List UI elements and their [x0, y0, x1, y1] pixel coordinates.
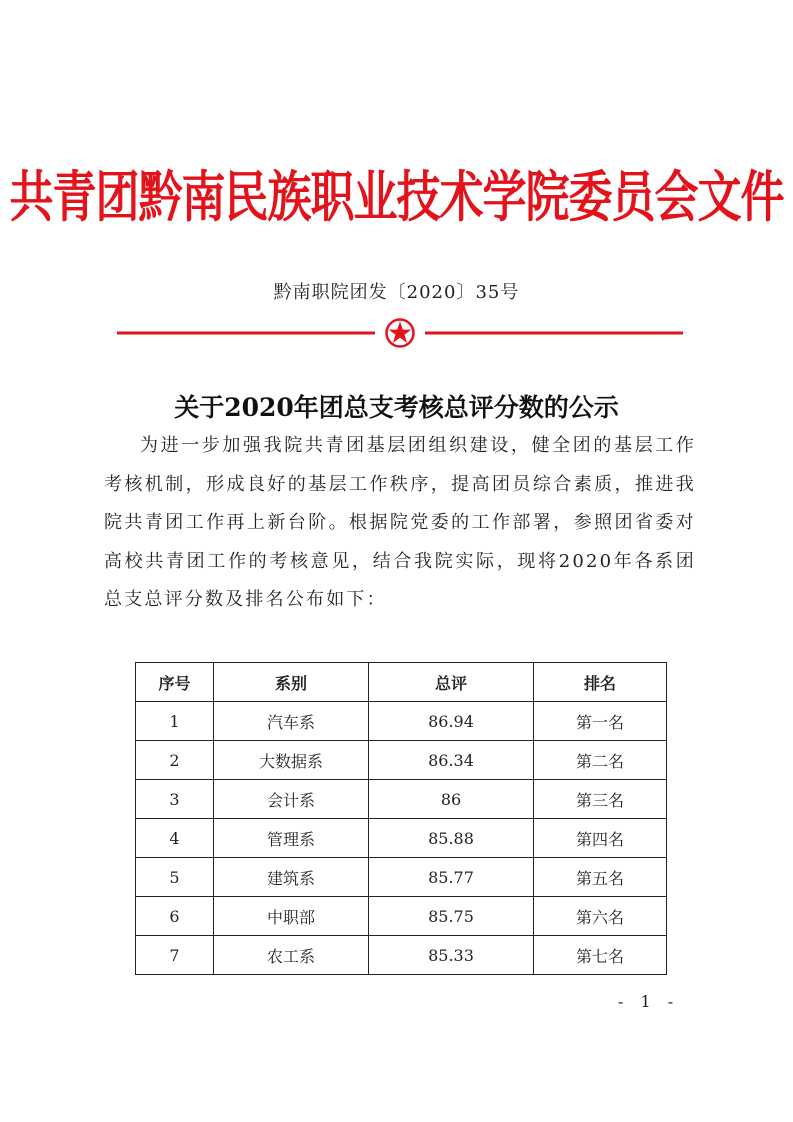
notice-title: 关于2020年团总支考核总评分数的公示 [174, 393, 619, 422]
cell-score: 86 [369, 780, 534, 819]
cell-rank: 第六名 [534, 897, 667, 936]
cell-score: 85.77 [369, 858, 534, 897]
column-header-score: 总评 [369, 663, 534, 702]
cell-department: 农工系 [214, 936, 369, 975]
cell-index: 6 [136, 897, 214, 936]
cell-rank: 第一名 [534, 702, 667, 741]
cell-index: 1 [136, 702, 214, 741]
cell-department: 会计系 [214, 780, 369, 819]
column-header-index: 序号 [136, 663, 214, 702]
table-header-row [136, 663, 667, 702]
cell-index: 5 [136, 858, 214, 897]
cell-rank: 第三名 [534, 780, 667, 819]
cell-score: 85.88 [369, 819, 534, 858]
cell-score: 85.33 [369, 936, 534, 975]
cell-department: 大数据系 [214, 741, 369, 780]
cell-rank: 第五名 [534, 858, 667, 897]
cell-rank: 第二名 [534, 741, 667, 780]
cell-score: 85.75 [369, 897, 534, 936]
cell-index: 2 [136, 741, 214, 780]
cell-score: 86.94 [369, 702, 534, 741]
table-row [136, 741, 667, 780]
table-row [136, 702, 667, 741]
table-row [136, 936, 667, 975]
red-divider-line [117, 318, 683, 348]
cell-department: 建筑系 [214, 858, 369, 897]
cell-department: 中职部 [214, 897, 369, 936]
document-number: 黔南职院团发〔2020〕35号 [273, 282, 520, 303]
table-row [136, 819, 667, 858]
notice-body-paragraph: 为进一步加强我院共青团基层团组织建设，健全团的基层工作考核机制，形成良好的基层工作秩序，提高团员综合素质，推进我院共青团工作再上新台阶。根据院党委的工作部署，参照团省委对高校共青团工作的考核意见，结合我院实际，现将2020年各系团总支总评分数及排名公布如下： [104, 435, 696, 610]
score-ranking-table [135, 662, 667, 975]
table-row [136, 858, 667, 897]
document-header-title: 共青团黔南民族职业技术学院委员会文件 [9, 165, 784, 230]
table-row [136, 780, 667, 819]
cell-rank: 第七名 [534, 936, 667, 975]
cell-department: 汽车系 [214, 702, 369, 741]
column-header-rank: 排名 [534, 663, 667, 702]
cell-score: 86.34 [369, 741, 534, 780]
cell-department: 管理系 [214, 819, 369, 858]
table-row [136, 897, 667, 936]
cell-index: 3 [136, 780, 214, 819]
page-number: - 1 - [618, 992, 680, 1011]
cell-index: 4 [136, 819, 214, 858]
star-circle-icon [387, 320, 414, 347]
column-header-department: 系别 [214, 663, 369, 702]
cell-index: 7 [136, 936, 214, 975]
cell-rank: 第四名 [534, 819, 667, 858]
